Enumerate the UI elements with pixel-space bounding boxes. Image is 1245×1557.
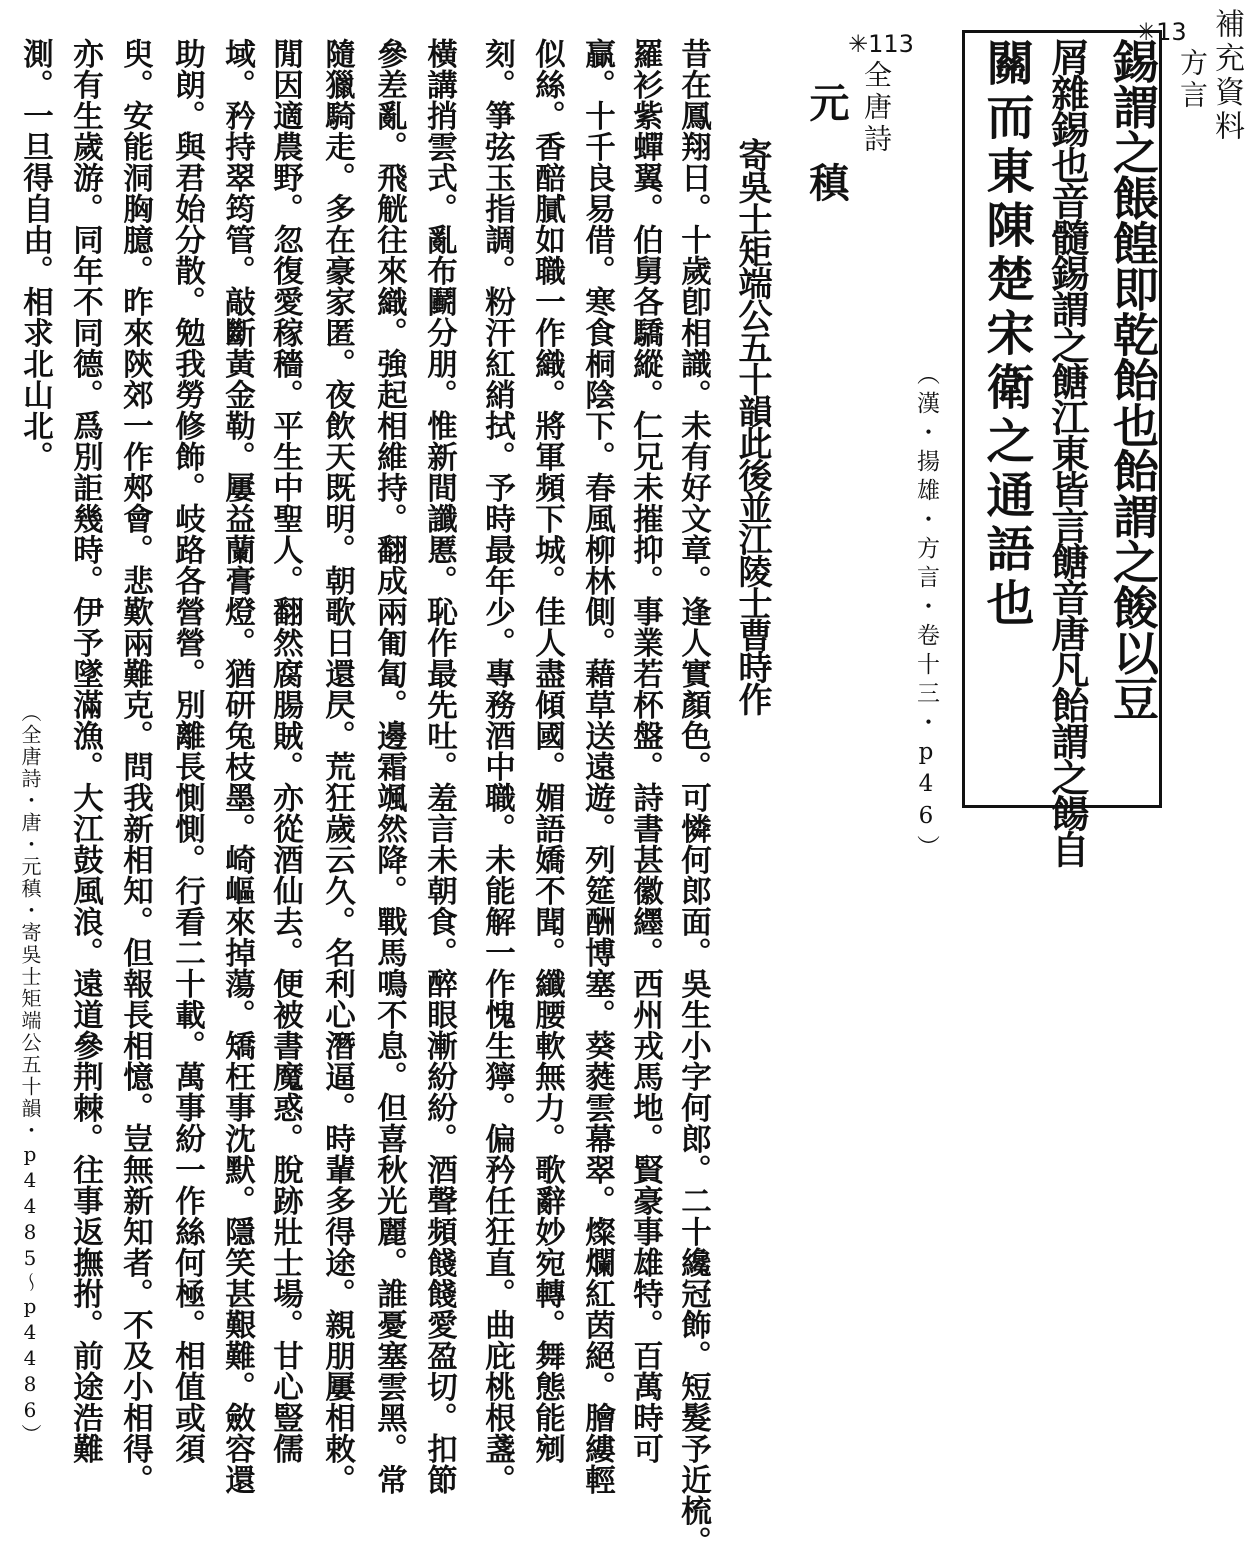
poem-line-11: 助朗。與君始分散。勉我勞修飾。岐路各營營。別離長惻惻。行看二十載。萬事紛一作絲何極。相值或須 bbox=[169, 38, 206, 1464]
ref113-author: 元 稹 bbox=[803, 82, 850, 202]
poem-line-8: 隨獵騎走。多在豪家匿。夜飲天既明。朝歌日還昃。荒狂歲云久。名利心潛逼。時輩多得途。親朋屢相敕。 bbox=[319, 38, 356, 1495]
ref13-line-3: 關而東陳楚宋衛之通語也 bbox=[978, 38, 1034, 632]
poem-line-13: 亦有生歲游。同年不同德。爲別詎幾時。伊予墜滿漁。大江鼓風浪。遠道參荆棘。往事返撫拊。前途浩難 bbox=[67, 38, 104, 1464]
poem-line-6: 橫講捎雲式。亂布鬬分朋。惟新間讖慝。恥作最先吐。羞言未朝食。醉眼漸紛紛。酒聲頻餞餞愛盈切。扣節 bbox=[421, 38, 458, 1495]
poem-line-12: 臾。安能洞胸臆。昨來陝郊一作郟會。悲歎兩難克。問我新相知。但報長相憶。豈無新知者。不及小相得。 bbox=[117, 38, 154, 1495]
ref113-citation: （全唐詩・唐・元稹・寄吳士矩端公五十韻・p4485〜p4486） bbox=[18, 702, 42, 1446]
poem-line-7: 參差亂。飛觥往來織。強起相維持。翻成兩匍匐。邊霜颯然降。戰馬鳴不息。但喜秋光麗。誰憂塞雲黑。常 bbox=[371, 38, 408, 1495]
poem-line-9: 閒因適農野。忽復愛稼穡。平生中聖人。翻然腐腸賊。亦從酒仙去。便被書魔惑。脫跡壯士場。甘心豎儒 bbox=[267, 38, 304, 1464]
poem-line-10: 域。矜持翠筠管。敲斷黃金勒。屢益蘭膏燈。猶研兔枝墨。崎嶇來掉蕩。矯枉事沈默。隱笑甚艱難。斂容還 bbox=[219, 38, 256, 1495]
poem-line-2: 羅衫紫蟬翼。伯舅各驕縱。仁兄未摧抑。事業若杯盤。詩書甚徽纆。西州戎馬地。賢豪事雄特。百萬時可 bbox=[627, 38, 664, 1464]
ref13-title: 方言 bbox=[1176, 48, 1209, 112]
poem-line-3: 贏。十千良易借。寒食桐陰下。春風柳林側。藉草送遠遊。列筵酬博塞。葵蕤雲幕翠。燦爛紅茵絕。膾縷輕 bbox=[579, 38, 616, 1495]
poem-line-5: 刻。箏弦玉指調。粉汗紅綃拭。予時最年少。專務酒中職。未能解一作愧生獰。偏矜任狂直。曲庇桃根盞。 bbox=[479, 38, 516, 1495]
poem-line-14: 測。一旦得自由。相求北山北。 bbox=[17, 38, 54, 472]
ref13-line-2: 屑雜錫也音髓錫謂之餹江東皆言餹音唐凡飴謂之餳自 bbox=[1045, 38, 1090, 866]
ref113-source: 全唐詩 bbox=[860, 60, 893, 156]
ref13-line-1: 錫謂之餦餭即乾飴也飴謂之餕以豆 bbox=[1106, 38, 1160, 721]
poem-line-1: 昔在鳳翔日。十歲卽相識。未有好文章。逢人實顏色。可憐何郎面。吳生小字何郎。二十纔冠飾。短髮予近梳。 bbox=[675, 38, 712, 1557]
ref13-marker: ✳13 bbox=[1136, 18, 1187, 46]
poem-line-4: 似絲。香醅膩如職一作織。將軍頻下城。佳人盡傾國。媚語嬌不聞。纖腰軟無力。歌辭妙宛轉。舞態能剜 bbox=[529, 38, 566, 1464]
ref13-citation: （漢・揚雄・方言・卷十三・p46） bbox=[913, 362, 939, 864]
ref113-marker: ✳113 bbox=[848, 30, 914, 58]
poem-title: 寄吳士矩端公五十韻此後並江陵士曹時作 bbox=[732, 138, 772, 714]
supplement-label: 補充資料 bbox=[1209, 8, 1244, 144]
